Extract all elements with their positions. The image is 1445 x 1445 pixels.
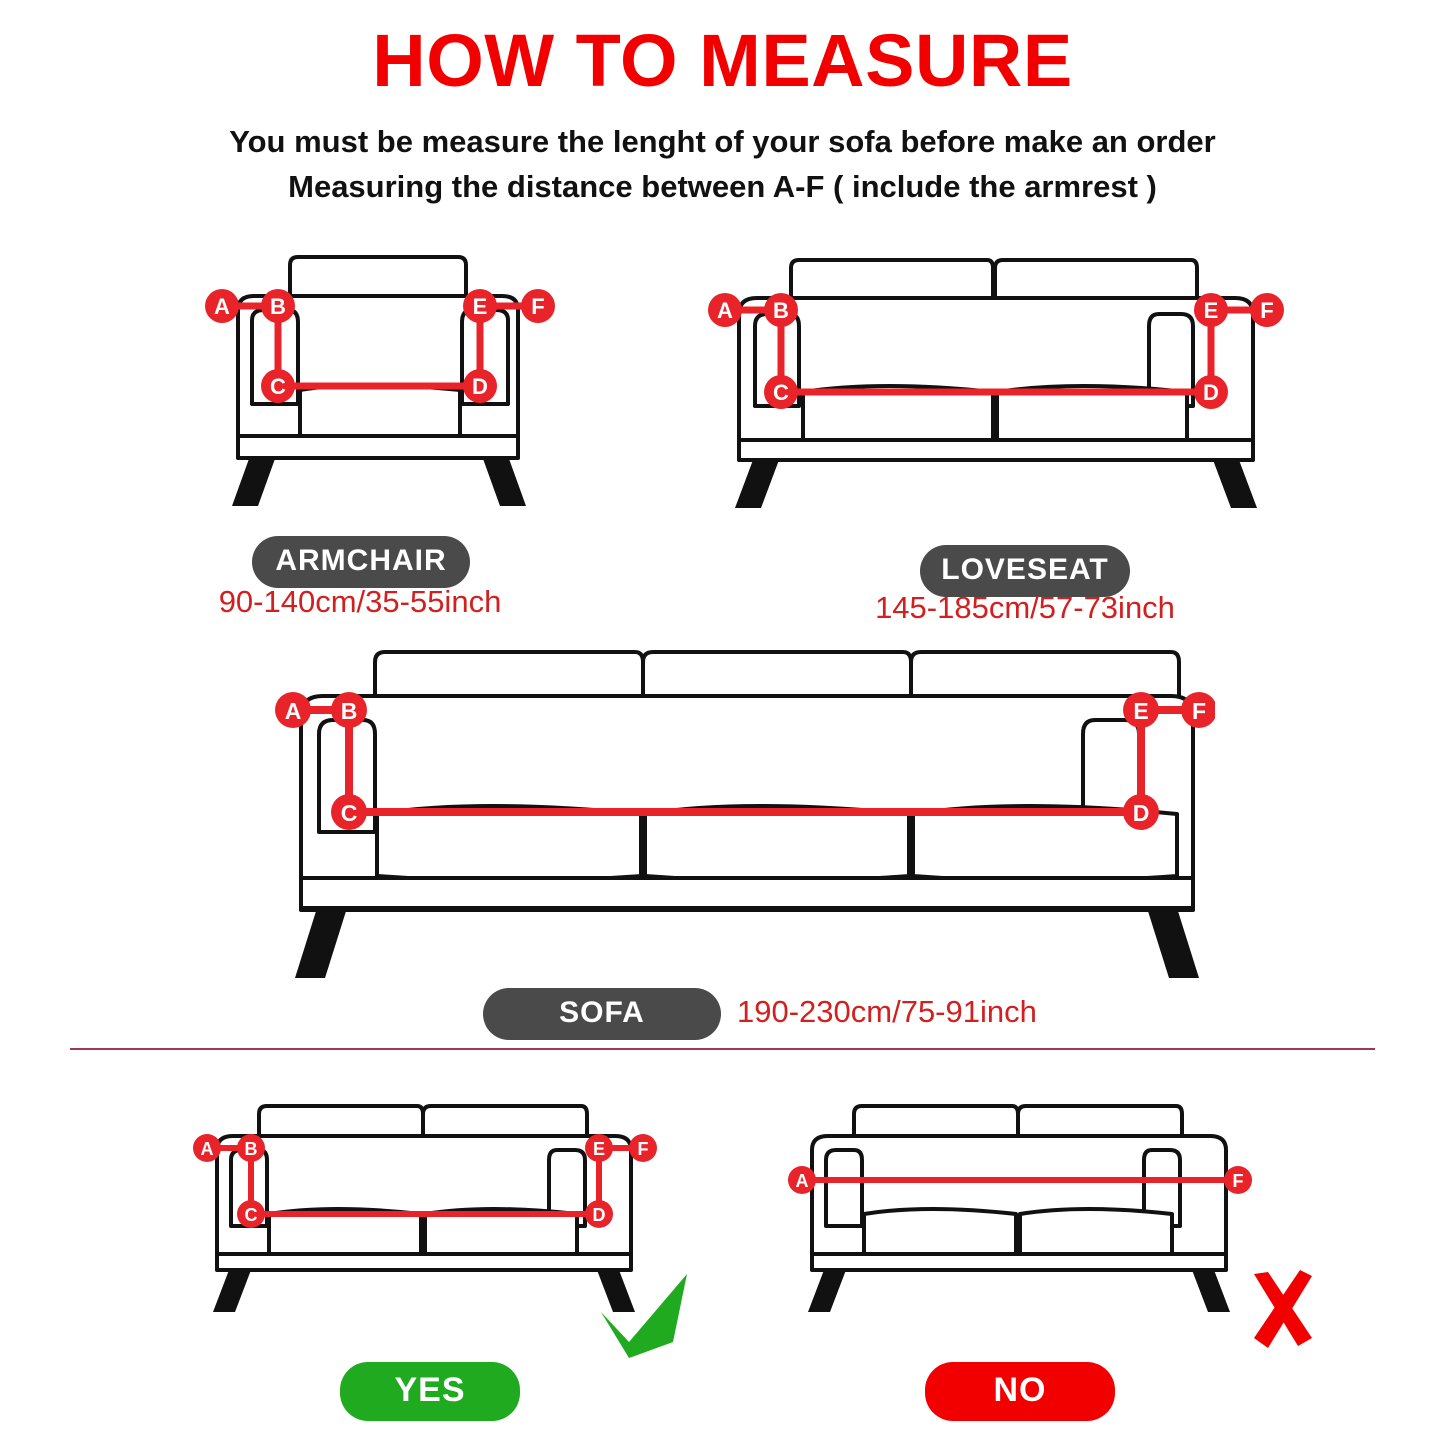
page-subtitle: [0, 120, 1445, 210]
sofa-label: SOFA: [483, 988, 721, 1040]
page-title: HOW TO MEASURE: [372, 19, 1073, 102]
svg-text:F: F: [637, 1139, 649, 1159]
no-label: NO: [925, 1362, 1115, 1421]
section-divider: [70, 1048, 1375, 1050]
svg-text:F: F: [1232, 1171, 1244, 1191]
incorrect-measure-diagram: [780, 1090, 1270, 1320]
svg-text:E: E: [472, 294, 488, 319]
svg-text:A: A: [214, 294, 230, 319]
svg-text:E: E: [592, 1139, 606, 1159]
svg-text:A: A: [795, 1171, 809, 1191]
svg-text:C: C: [340, 800, 358, 826]
x-mark-icon: [1248, 1270, 1318, 1350]
svg-text:A: A: [717, 298, 733, 323]
armchair-dimensions: 90-140cm/35-55inch: [218, 584, 502, 619]
svg-text:D: D: [472, 374, 488, 399]
svg-text:E: E: [1133, 698, 1149, 724]
svg-text:C: C: [773, 380, 789, 405]
svg-text:A: A: [284, 698, 302, 724]
loveseat-label: LOVESEAT: [920, 545, 1130, 597]
sofa-dimensions: 190-230cm/75-91inch: [737, 994, 1037, 1029]
armchair-label: ARMCHAIR: [252, 536, 470, 588]
svg-text:B: B: [773, 298, 789, 323]
svg-text:C: C: [270, 374, 286, 399]
svg-text:B: B: [270, 294, 286, 319]
yes-label: YES: [340, 1362, 520, 1421]
subtitle-line-1: You must be measure the lenght of your sofa before make an order: [229, 124, 1216, 159]
loveseat-diagram: [695, 240, 1295, 515]
armchair-diagram: [190, 240, 570, 515]
svg-text:A: A: [200, 1139, 214, 1159]
svg-text:F: F: [1260, 298, 1274, 323]
svg-text:D: D: [592, 1205, 606, 1225]
svg-text:F: F: [1191, 698, 1207, 724]
svg-text:D: D: [1203, 380, 1219, 405]
sofa-diagram: [265, 630, 1215, 990]
svg-text:B: B: [244, 1139, 258, 1159]
subtitle-line-2: Measuring the distance between A-F ( include the armrest ): [288, 168, 1157, 204]
check-mark-icon: [595, 1272, 695, 1358]
loveseat-dimensions: 145-185cm/57-73inch: [875, 590, 1175, 625]
svg-text:F: F: [531, 294, 545, 319]
svg-text:E: E: [1203, 298, 1219, 323]
svg-text:D: D: [1132, 800, 1150, 826]
svg-text:B: B: [340, 698, 358, 724]
svg-text:C: C: [244, 1205, 258, 1225]
